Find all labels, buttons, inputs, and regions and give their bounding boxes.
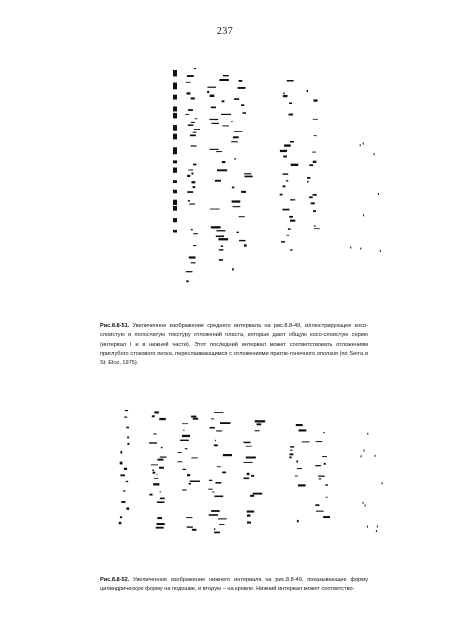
- log-mark: [191, 457, 197, 458]
- log-image-top: [120, 60, 395, 300]
- log-mark: [177, 452, 181, 453]
- log-mark: [290, 249, 293, 250]
- log-mark: [180, 440, 189, 441]
- depth-tick: [173, 200, 177, 205]
- log-mark: [244, 442, 251, 444]
- log-mark: [211, 226, 221, 228]
- log-mark: [207, 87, 216, 88]
- log-mark: [299, 429, 307, 431]
- log-mark: [220, 422, 230, 424]
- log-mark: [120, 462, 123, 465]
- log-mark: [313, 210, 316, 212]
- log-mark: [376, 530, 377, 532]
- log-mark: [283, 173, 289, 174]
- caption-bottom-label: Рис.8.8-52.: [100, 577, 130, 583]
- log-mark: [315, 465, 321, 466]
- log-mark: [243, 112, 247, 114]
- depth-tick: [173, 160, 177, 163]
- log-mark: [208, 489, 212, 490]
- log-mark: [283, 156, 287, 158]
- log-mark: [216, 230, 225, 231]
- log-mark: [154, 478, 158, 479]
- log-mark: [241, 104, 244, 106]
- log-mark: [187, 92, 191, 94]
- log-mark: [289, 457, 291, 459]
- log-mark: [233, 136, 239, 138]
- log-mark: [280, 194, 283, 196]
- log-mark: [244, 478, 250, 480]
- log-mark: [232, 200, 241, 202]
- depth-tick: [173, 125, 177, 131]
- log-mark: [311, 202, 315, 204]
- log-mark: [193, 418, 199, 420]
- log-mark: [281, 241, 285, 243]
- log-mark: [212, 492, 214, 493]
- log-mark: [295, 476, 298, 477]
- log-mark: [246, 446, 252, 447]
- log-mark: [194, 129, 200, 130]
- log-mark: [232, 187, 235, 189]
- log-mark: [191, 229, 193, 230]
- log-mark: [210, 95, 215, 97]
- log-mark: [377, 526, 378, 528]
- log-mark: [211, 510, 220, 512]
- log-mark: [216, 236, 224, 238]
- caption-top-label: Рис.8.8-51.: [100, 323, 130, 329]
- log-image-bottom: [110, 404, 395, 550]
- log-mark: [188, 200, 190, 202]
- log-mark: [325, 484, 328, 485]
- caption-bottom: [100, 576, 368, 595]
- depth-tick: [173, 190, 177, 194]
- log-mark: [186, 517, 192, 518]
- log-mark: [237, 232, 239, 233]
- depth-tick: [173, 113, 177, 119]
- log-mark: [313, 119, 318, 120]
- log-mark: [121, 501, 125, 503]
- log-mark: [186, 280, 189, 282]
- log-mark: [290, 446, 294, 447]
- log-mark: [207, 91, 209, 93]
- log-mark: [216, 482, 222, 484]
- log-mark: [323, 432, 324, 433]
- log-mark: [309, 164, 313, 166]
- log-mark: [280, 150, 287, 152]
- log-mark: [216, 430, 222, 431]
- log-mark: [120, 516, 122, 518]
- log-mark: [209, 514, 218, 516]
- log-mark: [364, 450, 365, 452]
- log-mark: [187, 191, 193, 193]
- log-mark: [314, 226, 316, 227]
- log-mark: [251, 475, 254, 477]
- log-mark: [182, 489, 186, 490]
- log-mark: [191, 122, 195, 123]
- log-mark: [283, 185, 286, 187]
- log-mark: [217, 466, 221, 467]
- log-mark: [127, 436, 129, 438]
- log-mark: [193, 245, 196, 246]
- log-mark: [244, 176, 252, 178]
- log-mark: [191, 173, 193, 175]
- log-mark: [318, 476, 325, 477]
- log-mark: [160, 457, 167, 458]
- depth-tick: [173, 206, 177, 211]
- log-mark: [189, 204, 195, 205]
- log-mark: [255, 420, 265, 422]
- log-mark: [159, 467, 164, 469]
- log-mark: [214, 528, 215, 530]
- log-mark: [149, 494, 152, 496]
- log-mark: [319, 478, 321, 479]
- log-mark: [194, 68, 196, 69]
- log-mark: [309, 196, 313, 198]
- log-mark: [307, 177, 310, 179]
- log-mark: [160, 491, 162, 492]
- log-mark: [232, 121, 233, 122]
- log-mark: [209, 480, 212, 481]
- log-mark: [160, 498, 165, 500]
- depth-tick: [173, 218, 177, 222]
- log-mark: [214, 496, 223, 498]
- log-mark: [195, 118, 198, 119]
- depth-tick: [173, 180, 177, 183]
- log-mark: [126, 427, 129, 429]
- depth-tick: [173, 107, 177, 112]
- log-mark: [121, 451, 123, 454]
- log-mark: [313, 194, 317, 196]
- log-mark: [120, 474, 125, 476]
- log-mark: [257, 423, 262, 425]
- depth-tick: [173, 134, 177, 140]
- log-mark: [178, 461, 183, 462]
- log-mark: [214, 412, 223, 413]
- depth-tick: [173, 95, 177, 100]
- log-mark: [191, 416, 196, 418]
- log-mark: [216, 151, 222, 152]
- log-mark: [190, 481, 200, 483]
- log-mark: [188, 124, 194, 126]
- log-mark: [282, 209, 289, 211]
- log-mark: [218, 518, 227, 519]
- log-mark: [157, 474, 158, 475]
- log-mark: [215, 440, 216, 442]
- log-mark: [302, 441, 310, 442]
- log-mark: [182, 435, 190, 437]
- log-mark: [297, 468, 302, 469]
- log-mark: [188, 109, 193, 111]
- caption-bottom-text: Увеличенное изображение нижнего интервала на рис.8.8-49, показывающее форму цилиндрическую форму на подошве, и вторую – на кровле. Нижний интервал может соответство-: [100, 577, 368, 593]
- log-mark: [210, 427, 215, 429]
- log-mark: [193, 164, 196, 166]
- log-mark: [367, 526, 368, 528]
- log-mark: [296, 460, 298, 462]
- log-mark: [186, 82, 191, 83]
- log-mark: [222, 125, 229, 126]
- log-mark: [283, 93, 285, 94]
- log-mark: [307, 90, 308, 92]
- log-mark: [157, 523, 165, 525]
- log-mark: [183, 469, 187, 470]
- log-mark: [363, 502, 364, 504]
- log-mark: [234, 98, 239, 100]
- log-mark: [365, 505, 366, 507]
- log-mark: [323, 516, 330, 518]
- log-mark: [286, 180, 288, 181]
- log-mark: [313, 99, 317, 101]
- log-mark: [246, 457, 256, 459]
- log-mark: [211, 107, 216, 109]
- log-mark: [238, 87, 246, 89]
- log-mark: [316, 441, 323, 442]
- log-mark: [215, 180, 221, 182]
- log-mark: [290, 453, 294, 455]
- log-mark: [193, 233, 198, 234]
- log-mark: [382, 482, 383, 484]
- caption-top: [100, 322, 368, 368]
- log-mark: [214, 532, 220, 534]
- log-mark: [193, 132, 197, 133]
- log-mark: [212, 123, 219, 124]
- log-mark: [221, 114, 231, 115]
- log-mark: [222, 472, 226, 474]
- depth-tick: [173, 83, 177, 90]
- depth-tick: [173, 168, 177, 173]
- log-mark: [154, 411, 159, 413]
- log-mark: [157, 517, 162, 519]
- log-mark: [189, 483, 191, 485]
- log-mark: [161, 447, 163, 449]
- log-mark: [239, 240, 246, 241]
- log-mark: [187, 75, 194, 77]
- log-mark: [191, 145, 197, 146]
- log-mark: [322, 456, 327, 457]
- log-mark: [157, 459, 163, 461]
- log-mark: [149, 442, 157, 443]
- log-mark: [250, 495, 254, 497]
- log-mark: [375, 455, 376, 457]
- log-mark: [126, 507, 129, 510]
- log-mark: [289, 114, 294, 116]
- log-mark: [241, 191, 246, 193]
- log-mark: [314, 228, 320, 229]
- log-mark: [153, 433, 156, 434]
- log-mark: [253, 493, 263, 495]
- log-mark: [326, 497, 328, 498]
- log-mark: [152, 469, 153, 471]
- log-mark: [151, 464, 158, 465]
- log-mark: [153, 472, 156, 474]
- log-mark: [360, 248, 361, 250]
- log-mark: [361, 455, 362, 457]
- caption-top-text: Увеличенное изображение среднего интервала на рис.8.8-49, иллюстрирующее косо-слоистую и полосчатую текстуру отложений пласта, которые дают общую косо-слоистую серию (интервал I и в нижней части). Этот последний интервал может соответствовать отложениям приглубого стокового песка, переслаивающимся с отложениями пригле-гоночного оползня (по Serra и St. Elce, 1975).: [100, 323, 368, 367]
- log-mark: [314, 135, 317, 136]
- log-mark: [183, 430, 184, 431]
- log-mark: [152, 415, 155, 417]
- log-mark: [214, 444, 218, 446]
- log-mark: [363, 214, 364, 216]
- log-mark: [187, 526, 193, 527]
- log-mark: [218, 238, 228, 240]
- log-mark: [296, 424, 303, 426]
- depth-tick: [173, 230, 177, 233]
- log-mark: [185, 114, 189, 115]
- log-mark: [288, 228, 291, 230]
- log-mark: [159, 418, 166, 420]
- log-mark: [287, 80, 294, 82]
- log-mark: [125, 410, 128, 411]
- log-mark: [234, 158, 236, 159]
- log-mark: [222, 161, 226, 163]
- log-mark: [192, 181, 196, 183]
- log-figure-bottom: [110, 404, 395, 550]
- log-mark: [255, 430, 260, 431]
- depth-tick: [173, 70, 177, 76]
- log-mark: [185, 448, 188, 449]
- log-mark: [289, 103, 292, 105]
- log-mark: [324, 463, 326, 465]
- log-mark: [380, 250, 381, 252]
- log-mark: [247, 514, 250, 516]
- log-mark: [217, 169, 227, 171]
- log-mark: [350, 247, 351, 249]
- log-mark: [119, 522, 122, 524]
- log-mark: [315, 504, 319, 506]
- log-mark: [124, 417, 127, 418]
- log-mark: [290, 199, 295, 200]
- log-mark: [192, 529, 197, 531]
- log-mark: [187, 175, 190, 177]
- log-mark: [363, 143, 364, 145]
- log-mark: [367, 433, 368, 435]
- log-mark: [312, 152, 316, 153]
- log-mark: [186, 271, 193, 272]
- log-mark: [290, 141, 294, 143]
- log-mark: [283, 95, 288, 97]
- log-mark: [291, 164, 299, 166]
- log-mark: [290, 220, 295, 222]
- depth-tick: [173, 147, 177, 154]
- log-mark: [221, 246, 223, 248]
- log-mark: [239, 80, 243, 82]
- log-mark: [287, 235, 290, 236]
- log-mark: [374, 153, 375, 155]
- log-mark: [223, 454, 232, 456]
- log-mark: [360, 144, 361, 146]
- log-mark: [284, 144, 291, 146]
- log-mark: [247, 511, 255, 513]
- log-mark: [313, 161, 317, 163]
- log-mark: [210, 149, 219, 150]
- log-mark: [210, 209, 220, 210]
- log-mark: [157, 501, 165, 503]
- log-mark: [244, 462, 253, 463]
- log-mark: [232, 268, 234, 270]
- log-mark: [126, 481, 129, 482]
- log-mark: [124, 468, 127, 470]
- log-mark: [234, 131, 242, 132]
- page-number: 237: [216, 26, 234, 37]
- log-mark: [123, 490, 126, 491]
- log-mark: [231, 141, 238, 142]
- log-mark: [233, 206, 241, 207]
- log-mark: [222, 100, 225, 102]
- log-mark: [219, 259, 223, 261]
- log-mark: [191, 262, 196, 263]
- log-mark: [244, 244, 247, 246]
- log-mark: [210, 119, 219, 120]
- log-mark: [239, 216, 245, 217]
- log-mark: [190, 135, 196, 137]
- log-mark: [298, 484, 306, 486]
- log-mark: [316, 511, 324, 512]
- log-mark: [187, 474, 190, 476]
- log-mark: [219, 524, 224, 525]
- log-mark: [189, 256, 196, 258]
- log-mark: [289, 216, 293, 218]
- log-mark: [219, 249, 224, 250]
- log-mark: [211, 418, 214, 419]
- log-mark: [378, 193, 379, 195]
- log-mark: [156, 527, 164, 529]
- log-mark: [297, 520, 299, 522]
- log-mark: [219, 79, 229, 81]
- log-figure-top: [120, 60, 395, 300]
- log-mark: [290, 450, 292, 451]
- log-mark: [153, 483, 159, 485]
- log-mark: [307, 181, 308, 183]
- log-mark: [244, 173, 251, 174]
- log-mark: [223, 75, 229, 76]
- log-mark: [188, 170, 193, 171]
- log-mark: [193, 186, 196, 188]
- log-mark: [247, 522, 251, 524]
- log-mark: [247, 473, 250, 475]
- log-mark: [182, 423, 188, 424]
- log-mark: [191, 97, 195, 99]
- log-mark: [127, 443, 129, 445]
